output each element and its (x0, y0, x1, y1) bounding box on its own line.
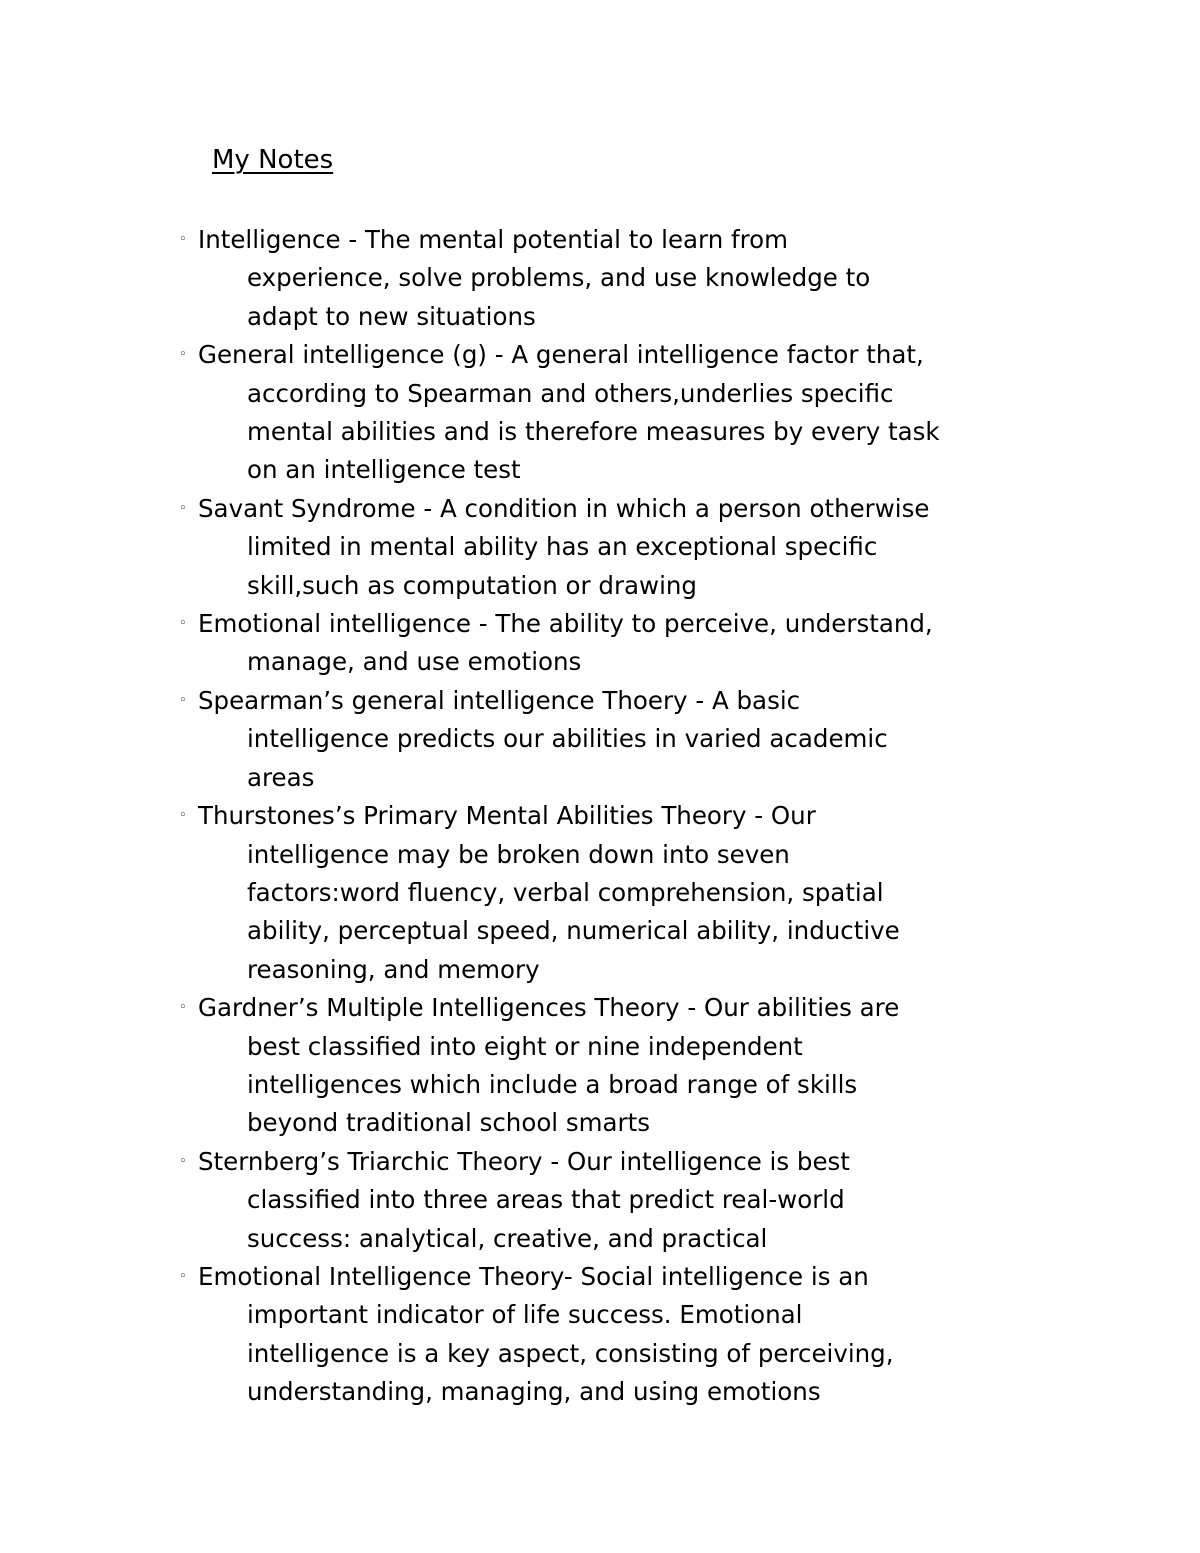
note-term-line: Savant Syndrome - A condition in which a person otherwise (198, 493, 930, 523)
hollow-circle-bullet-icon: ◦ (179, 1000, 187, 1016)
note-term-line: Sternberg’s Triarchic Theory - Our intelligence is best (198, 1146, 850, 1176)
note-term-line: Gardner’s Multiple Intelligences Theory - Our abilities are (198, 993, 900, 1023)
note-item (0, 1258, 1200, 1412)
hollow-circle-bullet-icon: ◦ (179, 500, 187, 516)
hollow-circle-bullet-icon: ◦ (179, 1268, 187, 1284)
note-continuation-line: intelligence may be broken down into seven (247, 839, 790, 869)
note-item (0, 797, 1200, 989)
note-item (0, 605, 1200, 682)
note-continuation-line: manage, and use emotions (247, 647, 582, 677)
note-item (0, 682, 1200, 797)
notes-list (0, 221, 1200, 1412)
note-continuation-line: understanding, managing, and using emotions (247, 1377, 821, 1407)
note-continuation-line: beyond traditional school smarts (247, 1108, 650, 1138)
hollow-circle-bullet-icon: ◦ (179, 692, 187, 708)
note-continuation-line: best classified into eight or nine independent (247, 1031, 803, 1061)
note-continuation-line: intelligence predicts our abilities in varied academic (247, 724, 888, 754)
note-continuation-line: ability, perceptual speed, numerical ability, inductive (247, 916, 900, 946)
note-continuation-line: intelligences which include a broad range of skills (247, 1069, 858, 1099)
hollow-circle-bullet-icon: ◦ (179, 808, 187, 824)
note-term-line: Spearman’s general intelligence Thoery - A basic (198, 685, 801, 715)
page-title: My Notes (212, 145, 334, 175)
note-continuation-line: skill,such as computation or drawing (247, 570, 697, 600)
note-item (0, 989, 1200, 1143)
note-term-line: Thurstones’s Primary Mental Abilities Theory - Our (198, 801, 816, 831)
note-term-line: Emotional Intelligence Theory- Social intelligence is an (198, 1261, 869, 1291)
hollow-circle-bullet-icon: ◦ (179, 1153, 187, 1169)
note-continuation-line: reasoning, and memory (247, 954, 540, 984)
note-continuation-line: adapt to new situations (247, 301, 536, 331)
note-item (0, 221, 1200, 336)
note-continuation-line: mental abilities and is therefore measures by every task (247, 417, 940, 447)
note-term-line: General intelligence (g) - A general intelligence factor that, (198, 340, 924, 370)
note-continuation-line: experience, solve problems, and use knowledge to (247, 263, 871, 293)
note-continuation-line: intelligence is a key aspect, consisting of perceiving, (247, 1338, 894, 1368)
hollow-circle-bullet-icon: ◦ (179, 232, 187, 247)
note-term-line: Intelligence - The mental potential to learn from (198, 225, 789, 254)
note-item (0, 1143, 1200, 1258)
note-item (0, 336, 1200, 490)
note-continuation-line: limited in mental ability has an exceptional specific (247, 532, 878, 562)
note-continuation-line: areas (247, 762, 315, 792)
note-continuation-line: according to Spearman and others,underlies specific (247, 378, 894, 408)
note-continuation-line: classified into three areas that predict real-world (247, 1185, 845, 1215)
note-continuation-line: on an intelligence test (247, 455, 521, 485)
note-continuation-line: important indicator of life success. Emotional (247, 1300, 803, 1330)
note-continuation-line: factors:word fluency, verbal comprehension, spatial (247, 877, 884, 907)
note-term-line: Emotional intelligence - The ability to perceive, understand, (198, 609, 933, 639)
note-continuation-line: success: analytical, creative, and practical (247, 1223, 768, 1253)
hollow-circle-bullet-icon: ◦ (179, 347, 187, 363)
note-item (0, 490, 1200, 605)
hollow-circle-bullet-icon: ◦ (179, 616, 187, 632)
